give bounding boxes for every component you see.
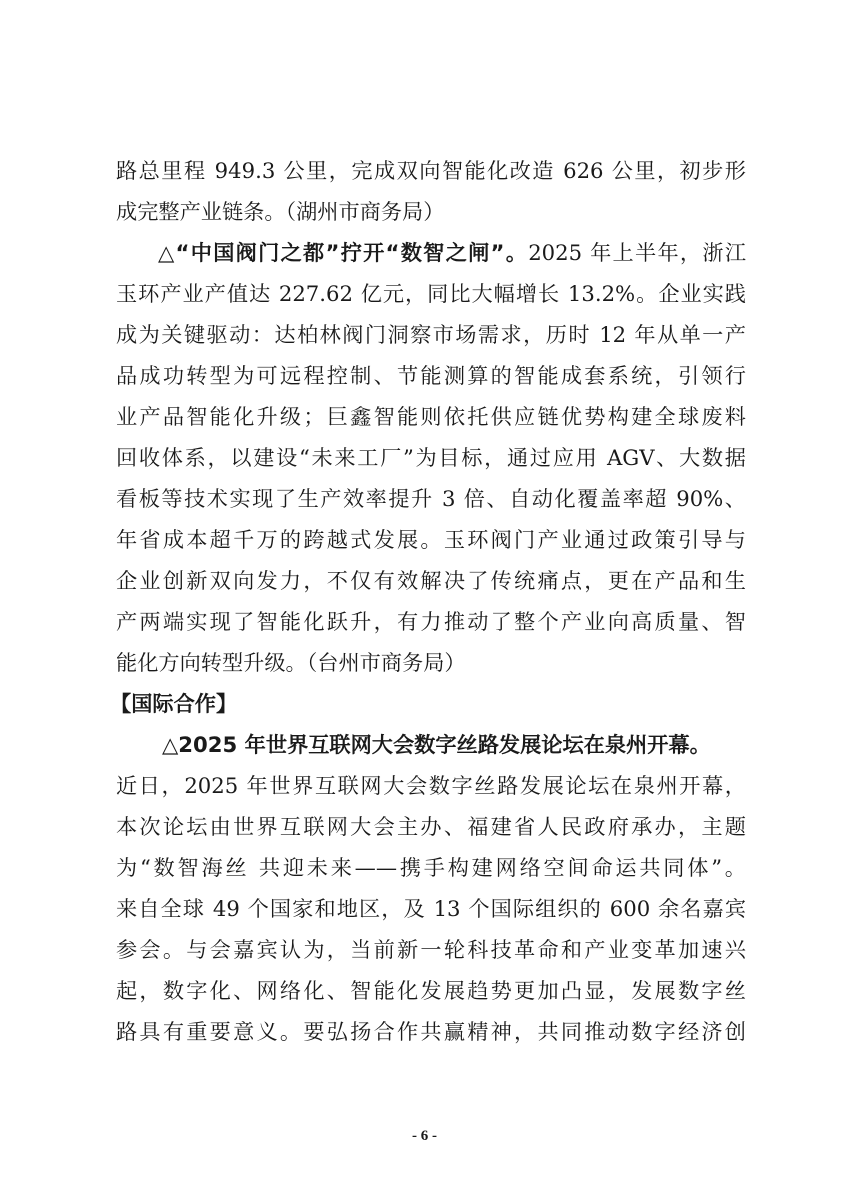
paragraph-line: 玉环产业产值达 227.62 亿元，同比大幅增长 13.2%。企业实践 xyxy=(116,281,746,306)
paragraph-line: 近日，2025 年世界互联网大会数字丝路发展论坛在泉州开幕， xyxy=(116,773,746,798)
news-item-line xyxy=(116,232,746,273)
news-item-title: △“中国阀门之都”拧开“数智之闸”。 xyxy=(158,240,529,265)
news-item-text: 2025 年上半年，浙江 xyxy=(528,240,747,265)
paragraph-line: 成完整产业链条。（湖州市商务局） xyxy=(116,199,445,224)
paragraph-line: 回收体系，以建设“未来工厂”为目标，通过应用 AGV、大数据 xyxy=(116,445,746,470)
paragraph-line: 路具有重要意义。要弘扬合作共赢精神，共同推动数字经济创 xyxy=(116,1019,746,1044)
paragraph-line: 为“数智海丝 共迎未来——携手构建网络空间命运共同体”。 xyxy=(116,855,746,880)
paragraph-line: 年省成本超千万的跨越式发展。玉环阀门产业通过政策引导与 xyxy=(116,527,746,552)
paragraph-line: 来自全球 49 个国家和地区，及 13 个国际组织的 600 余名嘉宾 xyxy=(116,896,746,921)
paragraph-line: 起，数字化、网络化、智能化发展趋势更加凸显，发展数字丝 xyxy=(116,978,746,1003)
paragraph-line: 本次论坛由世界互联网大会主办、福建省人民政府承办，主题 xyxy=(116,814,746,839)
paragraph-line: 业产品智能化升级；巨鑫智能则依托供应链优势构建全球废料 xyxy=(116,404,746,429)
paragraph-line: 成为关键驱动：达柏林阀门洞察市场需求，历时 12 年从单一产 xyxy=(116,322,746,347)
page-number: - 6 - xyxy=(412,1128,437,1144)
paragraph-line: 看板等技术实现了生产效率提升 3 倍、自动化覆盖率超 90%、 xyxy=(116,486,746,511)
paragraph-line: 产两端实现了智能化跃升，有力推动了整个产业向高质量、智 xyxy=(116,609,746,634)
paragraph-line: 品成功转型为可远程控制、节能测算的智能成套系统，引领行 xyxy=(116,363,746,388)
paragraph-line: 能化方向转型升级。（台州市商务局） xyxy=(116,650,466,675)
news-item-title: △2025 年世界互联网大会数字丝路发展论坛在泉州开幕。 xyxy=(162,732,711,757)
paragraph-line: 路总里程 949.3 公里，完成双向智能化改造 626 公里，初步形 xyxy=(116,158,746,183)
document-body xyxy=(110,150,747,1052)
paragraph-line: 参会。与会嘉宾认为，当前新一轮科技革命和产业变革加速兴 xyxy=(116,937,746,962)
paragraph-line: 企业创新双向发力，不仅有效解决了传统痛点，更在产品和生 xyxy=(116,568,746,593)
section-heading: 【国际合作】 xyxy=(110,691,238,716)
